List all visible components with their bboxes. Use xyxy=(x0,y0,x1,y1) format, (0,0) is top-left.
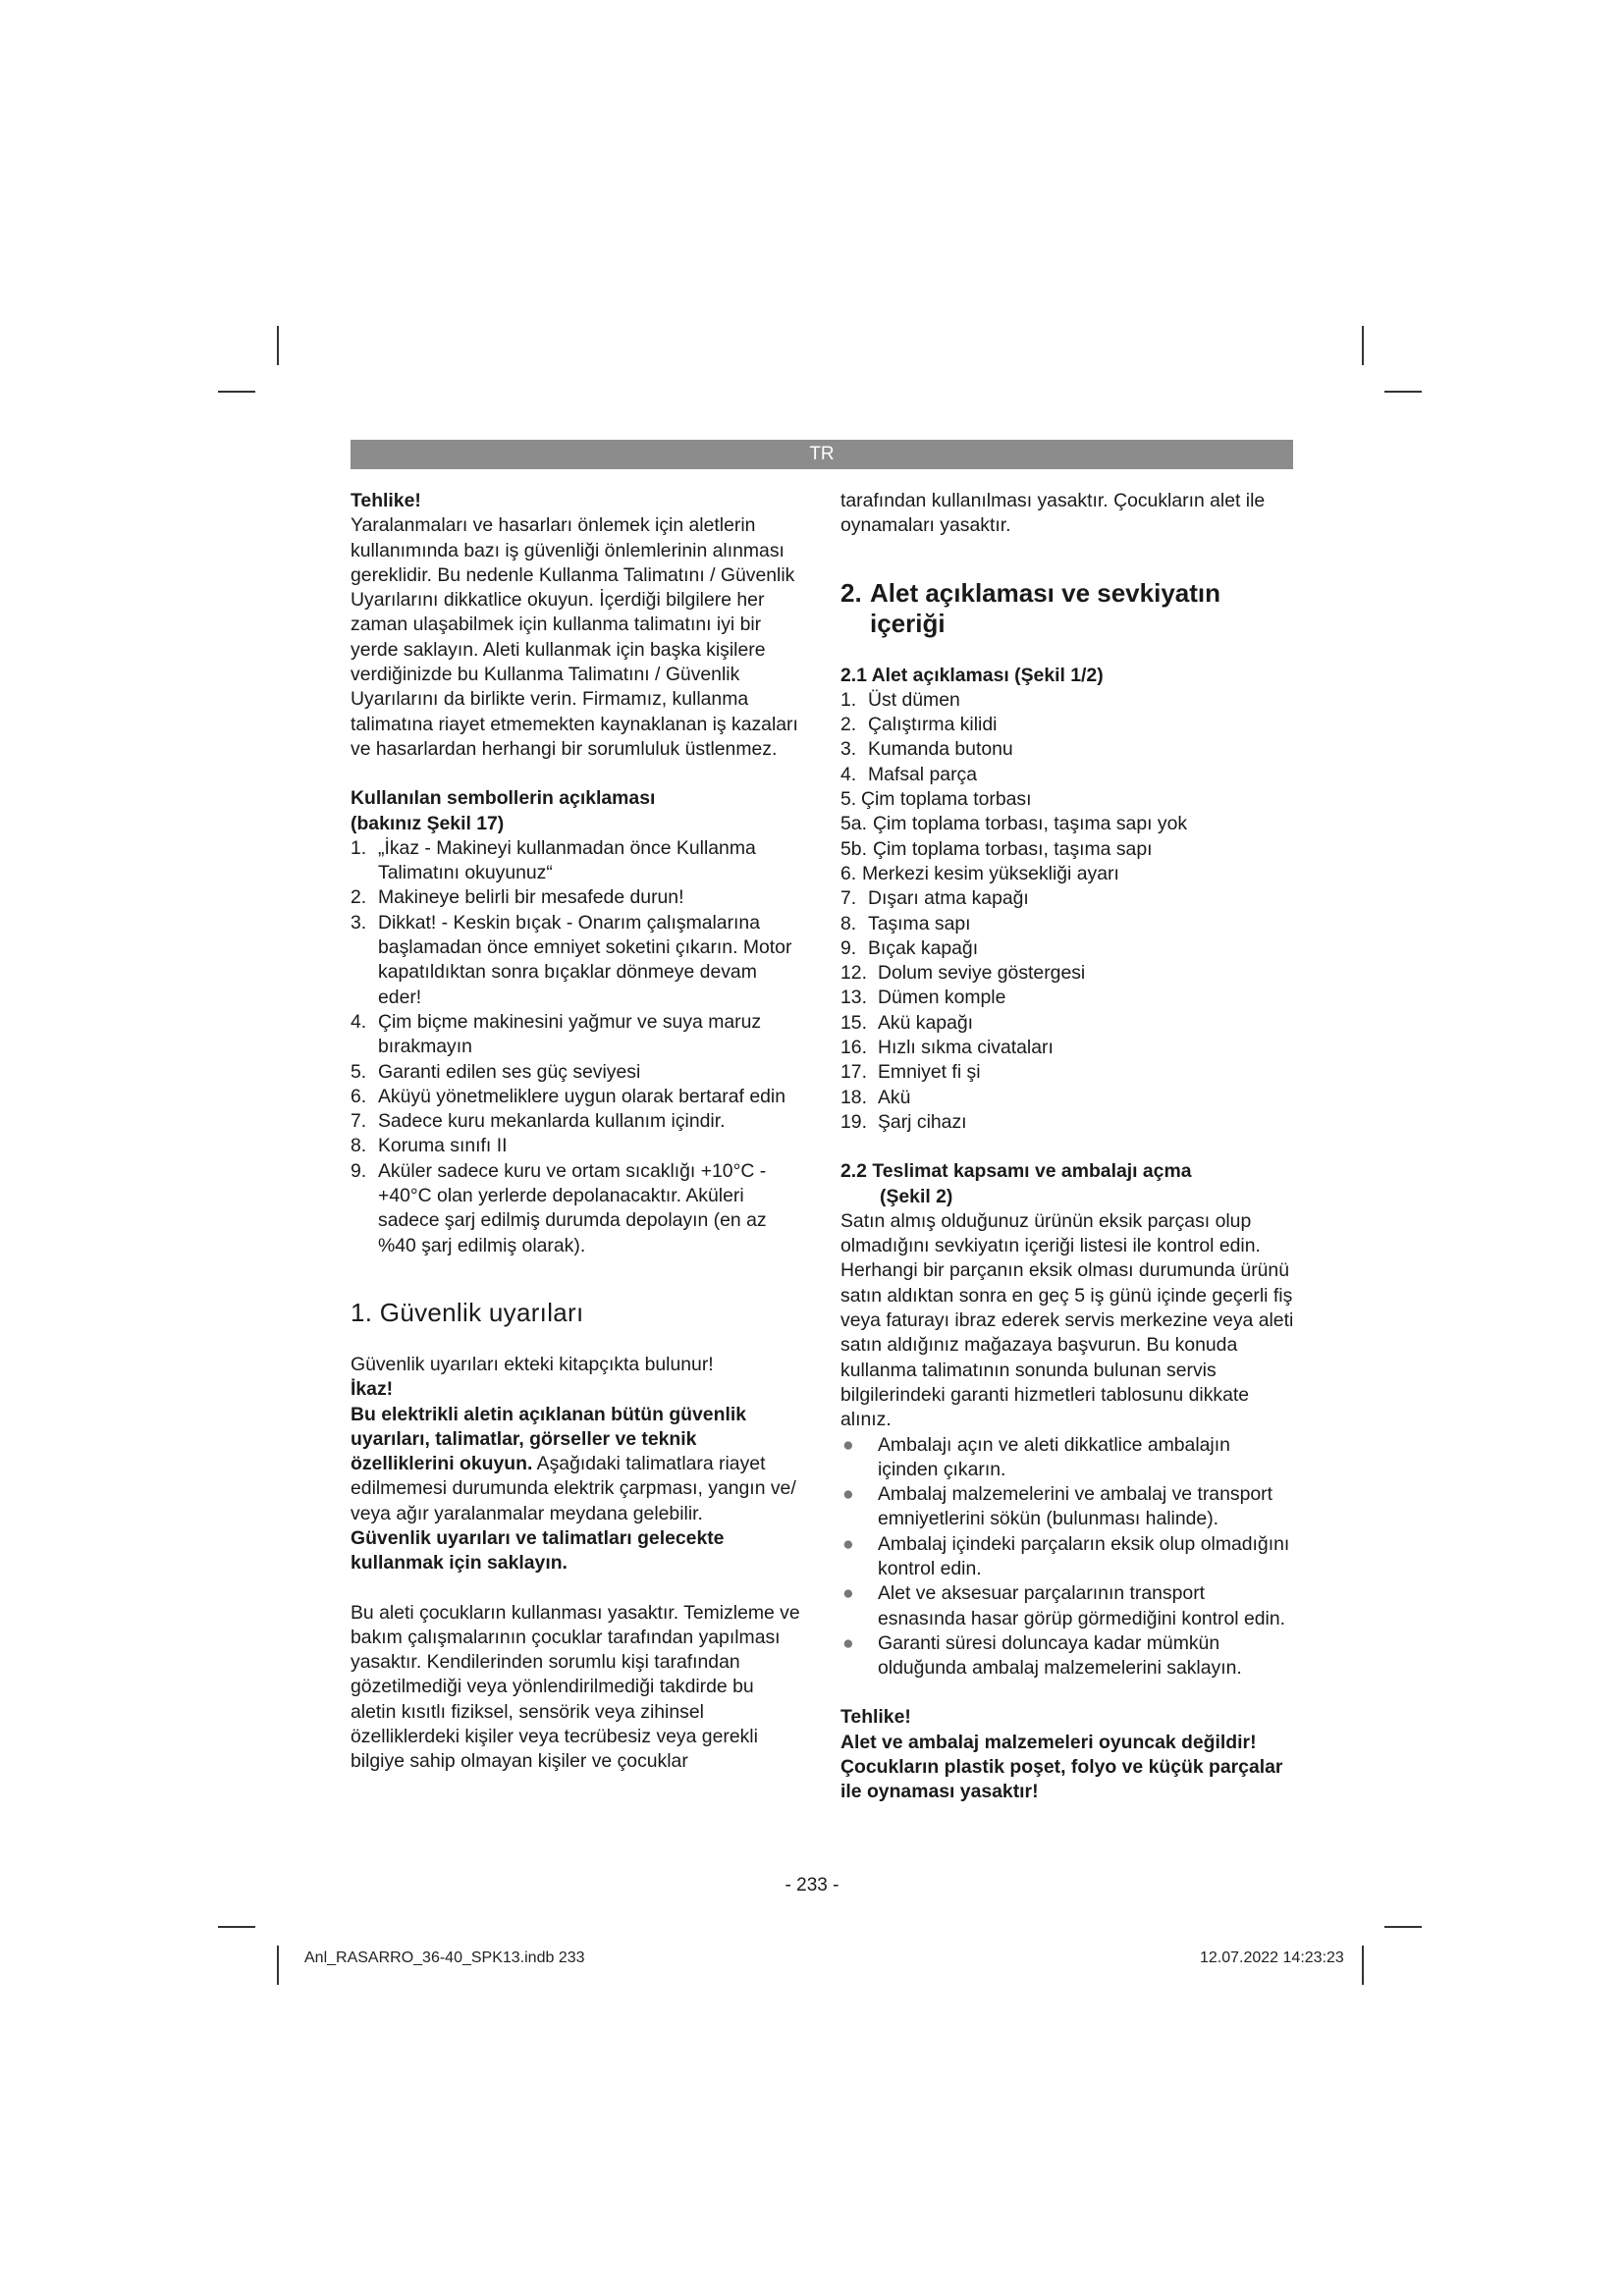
list-item: 5b. Çim toplama torbası, taşıma sapı xyxy=(840,837,1153,860)
crop-mark xyxy=(1362,326,1364,365)
list-item: ● Ambalajı açın ve aleti dikkatlice ambalajın içinden çıkarın. xyxy=(840,1433,1294,1483)
bullet-icon: ● xyxy=(842,1532,854,1555)
bullet-icon: ● xyxy=(842,1582,854,1605)
symbols-title: Kullanılan sembollerin açıklaması xyxy=(351,787,656,810)
right-column xyxy=(840,489,1294,1805)
bullet-icon: ● xyxy=(842,1631,854,1654)
list-item: 7. Sadece kuru mekanlarda kullanım içindir. xyxy=(351,1110,726,1133)
symbols-list xyxy=(351,836,804,1258)
list-item: 9. Aküler sadece kuru ve ortam sıcaklığı +10°C - +40°C olan yerlerde depolanacaktır. Aküleri sadece şarj edilmiş durumda depolayın (en az %40 şarj edilmiş olarak). xyxy=(351,1159,767,1256)
list-item: 3. Kumanda butonu xyxy=(840,738,1013,761)
list-item: 8. Koruma sınıfı II xyxy=(351,1135,508,1157)
list-item: ● Garanti süresi doluncaya kadar mümkün olduğunda ambalaj malzemelerini saklayın. xyxy=(840,1631,1294,1682)
crop-mark xyxy=(1384,1926,1422,1928)
danger-title: Tehlike! xyxy=(351,490,421,511)
bullet-icon: ● xyxy=(842,1483,854,1506)
subsection-2-2-title: 2.2 Teslimat kapsamı ve ambalajı açma xyxy=(840,1160,1192,1183)
danger-2-text: Alet ve ambalaj malzemeleri oyuncak değildir! Çocukların plastik poşet, folyo ve küçük parçalar ile oynaması yasaktır! xyxy=(840,1731,1283,1803)
list-item: 19. Şarj cihazı xyxy=(840,1110,967,1133)
list-item: 8. Taşıma sapı xyxy=(840,912,971,934)
crop-mark xyxy=(1384,391,1422,393)
list-item: ● Ambalaj içindeki parçaların eksik olup olmadığını kontrol edin. xyxy=(840,1532,1294,1582)
crop-mark xyxy=(277,1946,279,1985)
list-item: 12. Dolum seviye göstergesi xyxy=(840,962,1086,985)
continued-text: tarafından kullanılması yasaktır. Çocukların alet ile oynamaları yasaktır. xyxy=(840,490,1266,537)
list-item: 5a. Çim toplama torbası, taşıma sapı yok xyxy=(840,813,1188,835)
left-column xyxy=(351,489,804,1775)
list-item: 18. Akü xyxy=(840,1086,911,1108)
symbols-subtitle: (bakınız Şekil 17) xyxy=(351,812,505,834)
list-item: ● Alet ve aksesuar parçalarının transport esnasında hasar görüp görmediğini kontrol edin. xyxy=(840,1581,1294,1631)
list-item: 2. Çalıştırma kilidi xyxy=(840,714,998,736)
list-item: 16. Hızlı sıkma civataları xyxy=(840,1037,1054,1059)
bullet-icon: ● xyxy=(842,1433,854,1456)
list-item: 9. Bıçak kapağı xyxy=(840,936,979,959)
crop-mark xyxy=(218,391,255,393)
list-item: 15. Akü kapağı xyxy=(840,1011,974,1034)
list-item: 2. Makineye belirli bir mesafede durun! xyxy=(351,886,684,909)
list-item: 4. Çim biçme makinesini yağmur ve suya maruz bırakmayın xyxy=(351,1010,762,1058)
list-item: 6. Aküyü yönetmeliklere uygun olarak bertaraf edin xyxy=(351,1085,785,1107)
footer-file-name: Anl_RASARRO_36-40_SPK13.indb 233 xyxy=(304,1949,585,1966)
children-paragraph: Bu aleti çocukların kullanması yasaktır. Temizleme ve bakım çalışmalarının çocuklar tarafından yapılması yasaktır. Kendilerinden sorumlu kişi tarafından gözetilmediği veya yönlendirilmediği takdirde bu aletin kısıtlı fiziksel, sensörik veya zihinsel özelliklerdeki kişiler veya tecrübesiz veya gerekli bilgiye sahip olmayan kişiler ve çocuklar xyxy=(351,1601,800,1773)
list-item: 1. Üst dümen xyxy=(840,688,960,711)
list-item: ● Ambalaj malzemelerini ve ambalaj ve transport emniyetlerini sökün (bulunması halinde). xyxy=(840,1482,1294,1532)
warning-paragraph: Bu elektrikli aletin açıklanan bütün güvenlik uyarıları, talimatlar, görseller ve teknik özelliklerini okuyun. Aşağıdaki talimatlara riayet edilmemesi durumunda elektrik çarpması, yangın ve/ veya ağır yaralanmalar meydana gelebilir. xyxy=(351,1403,796,1524)
language-code: TR xyxy=(809,444,835,464)
language-header-bar xyxy=(351,440,1293,469)
list-item: 17. Emniyet fi şi xyxy=(840,1061,981,1084)
list-item: 5. Çim toplama torbası xyxy=(840,788,1032,811)
parts-list xyxy=(840,688,1294,1135)
unpacking-list xyxy=(840,1433,1294,1682)
crop-mark xyxy=(1362,1946,1364,1985)
page-number: - 233 - xyxy=(785,1875,839,1896)
section-1-title: 1. Güvenlik uyarıları xyxy=(351,1297,584,1327)
danger-2-title: Tehlike! xyxy=(840,1706,911,1729)
delivery-paragraph: Satın almış olduğunuz ürünün eksik parçası olup olmadığını sevkiyatın içeriği listesi ile kontrol edin. Herhangi bir parçanın eksik olması durumunda ürünü satın aldıktan sonra en geç 5 iş günü içinde geçerli fiş veya faturayı ibraz ederek servis merkezine veya aleti satın aldığınız mağazaya başvurun. Bu konuda kullanma talimatının sonunda bulunan servis bilgilerindeki garanti hizmetleri tablosunu dikkate alınız. xyxy=(840,1209,1294,1431)
subsection-2-2-subtitle: (Şekil 2) xyxy=(880,1185,953,1207)
danger-text: Yaralanmaları ve hasarları önlemek için aletlerin kullanımında bazı iş güvenliği önlemlerinin alınması gereklidir. Bu nedenle Kullanma Talimatını / Güvenlik Uyarılarını dikkatlice okuyun. İçerdiği bilgilere her zaman ulaşabilmek için kullanma talimatını iyi bir yerde saklayın. Aleti kullanmak için başka kişilere verdiğinizde bu Kullanma Talimatını / Güvenlik Uyarılarını da birlikte verin. Firmamız, kullanma talimatına riayet etmemekten kaynaklanan iş kazaları ve hasarlardan herhangi bir sorumluluk üstlenmez. xyxy=(351,514,798,760)
crop-mark xyxy=(218,1926,255,1928)
section-1-intro: Güvenlik uyarıları ekteki kitapçıkta bulunur! xyxy=(351,1353,714,1375)
list-item: 7. Dışarı atma kapağı xyxy=(840,887,1029,910)
list-item: 13. Dümen komple xyxy=(840,987,1006,1009)
list-item: 1. „İkaz - Makineyi kullanmadan önce Kullanma Talimatını okuyunuz“ xyxy=(351,836,756,884)
keep-instructions: Güvenlik uyarıları ve talimatları gelecekte kullanmak için saklayın. xyxy=(351,1526,725,1575)
warning-title: İkaz! xyxy=(351,1378,394,1401)
list-item: 4. Mafsal parça xyxy=(840,763,978,785)
list-item: 3. Dikkat! - Keskin bıçak - Onarım çalışmalarına başlamadan önce emniyet soketini çıkarın. Motor kapatıldıktan sonra bıçaklar dönmeye devam eder! xyxy=(351,911,792,1008)
list-item: 6. Merkezi kesim yüksekliği ayarı xyxy=(840,862,1119,884)
section-2-title: 2. Alet açıklaması ve sevkiyatın içeriği xyxy=(840,577,1221,638)
list-item: 5. Garanti edilen ses güç seviyesi xyxy=(351,1060,641,1083)
crop-mark xyxy=(277,326,279,365)
footer-datetime: 12.07.2022 14:23:23 xyxy=(1200,1949,1344,1966)
subsection-2-1-title: 2.1 Alet açıklaması (Şekil 1/2) xyxy=(840,664,1104,686)
